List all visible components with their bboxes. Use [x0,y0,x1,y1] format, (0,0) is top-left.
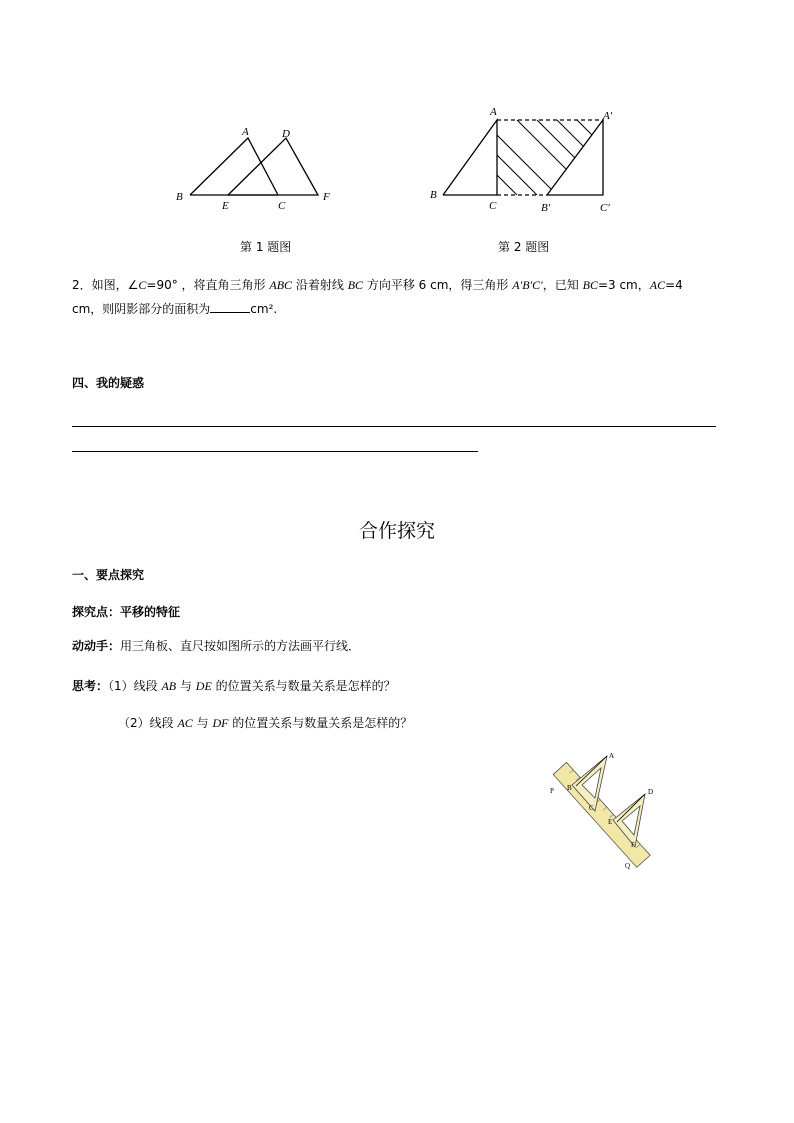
hands-on-label: 动动手： [72,639,121,653]
fig2-label-c-prime: C′ [600,202,610,214]
fig2-label-a: A [490,106,497,118]
fig1-label-c: C [278,200,286,212]
fig2-label-a-prime: A′ [603,110,613,122]
answer-line-1[interactable] [72,426,716,427]
think-q2: （2）线段 AC 与 DF 的位置关系与数量关系是怎样的？ [118,716,413,730]
fig1-caption: 第 1 题图 [240,240,292,254]
figure-2 [425,100,635,220]
ruler-label-p: P [550,787,554,795]
fig1-label-a: A [242,126,249,138]
ruler-label-c: C [589,804,594,812]
coop-title: 合作探究 [358,520,435,542]
ruler-label-d: D [648,788,654,796]
ruler-figure [545,748,665,873]
ruler-label-b: B [567,784,572,792]
ruler-label-a: A [609,752,615,760]
fig1-label-d: D [282,128,290,140]
think-q1: 思考：（1）线段 AB 与 DE 的位置关系与数量关系是怎样的？ [72,679,396,693]
question-2-line-2: cm，则阴影部分的面积为 cm². [72,302,278,316]
section-4-heading: 四、我的疑惑 [72,376,145,390]
fig1-label-f: F [323,191,330,203]
ruler-label-f: F [631,841,635,849]
coop-section-1: 一、要点探究 [72,568,145,582]
fig2-caption: 第 2 题图 [498,240,550,254]
answer-line-2[interactable] [72,451,478,452]
fig2-label-b: B [430,189,437,201]
fig1-label-b: B [176,191,183,203]
fig1-label-e: E [222,200,229,212]
triangle-a2b2c2 [547,120,603,195]
ruler-label-q: Q [625,862,631,870]
question-2-line-1: 2．如图，∠C=90° ，将直角三角形 ABC 沿着射线 BC 方向平移 6 cm，得三角形 A′B′C′，已知 BC=3 cm，AC=4 [72,278,683,292]
ruler-label-e: E [608,818,613,826]
explore-point: 探究点：平移的特征 [72,605,181,619]
think-label: 思考： [72,679,109,693]
triangle-abc-2 [443,120,497,195]
fig2-label-b-prime: B′ [541,202,551,214]
answer-blank[interactable] [210,300,250,313]
figure-1 [170,120,340,220]
shaded-region [497,120,635,195]
fig2-label-c: C [489,200,497,212]
triangle-abc [190,138,278,195]
hands-on: 动动手：用三角板、直尺按如图所示的方法画平行线． [72,639,361,653]
